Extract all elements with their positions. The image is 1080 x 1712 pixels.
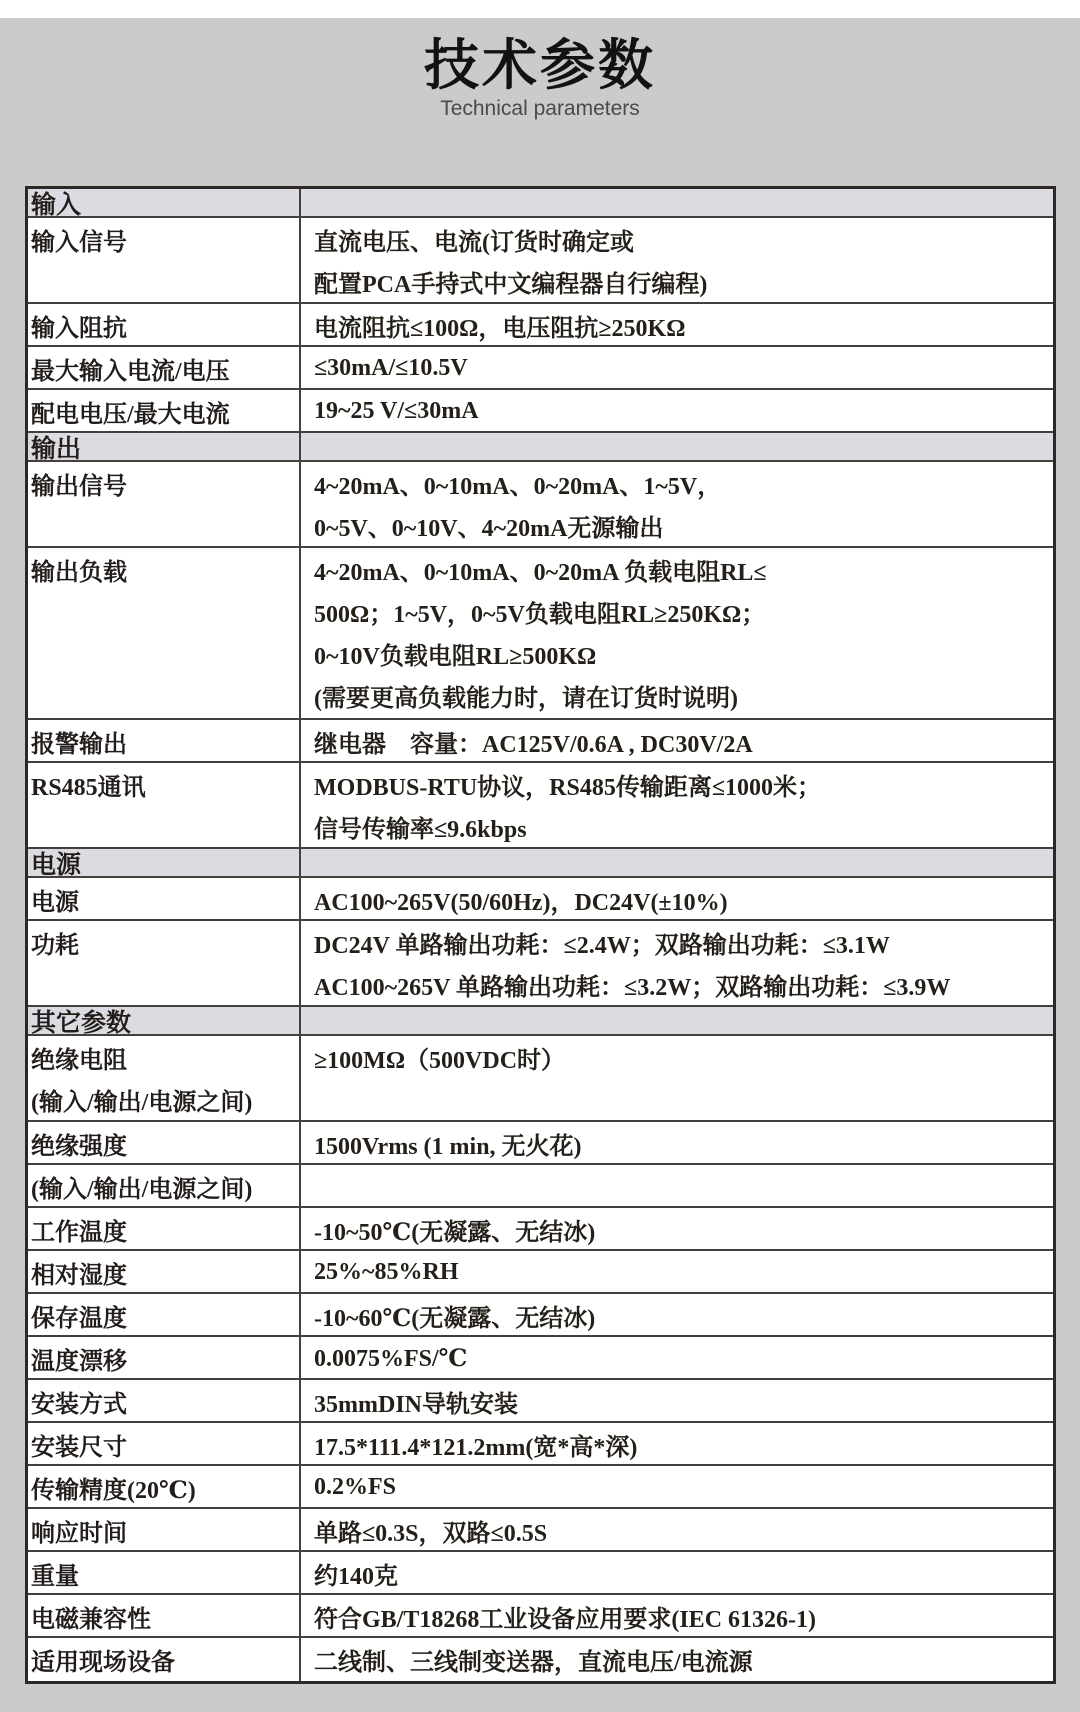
row-label [28, 720, 301, 761]
row-value [301, 1638, 1053, 1681]
value-line: 约140克 [314, 1563, 398, 1590]
table-row [28, 1380, 1053, 1423]
table-row [28, 304, 1053, 347]
table-row [28, 1509, 1053, 1552]
table-row [28, 1165, 1053, 1208]
table-row [28, 763, 1053, 849]
row-value [301, 921, 1053, 1005]
row-value [301, 1165, 1053, 1206]
row-label [28, 1423, 301, 1464]
table-section-row [28, 189, 1053, 218]
row-label [28, 1294, 301, 1335]
row-value [301, 1122, 1053, 1163]
row-label [28, 1036, 301, 1120]
value-line: 25%~85%RH [314, 1258, 459, 1285]
label-line: 电磁兼容性 [31, 1606, 151, 1633]
label-line: 工作温度 [31, 1219, 127, 1246]
value-line: 电流阻抗≤100Ω，电压阻抗≥250KΩ [314, 315, 686, 342]
section-label: 电源 [28, 849, 301, 876]
value-line: 继电器 容量：AC125V/0.6A , DC30V/2A [314, 731, 753, 758]
row-label [28, 1122, 301, 1163]
value-line: -10~60℃(无凝露、无结冰) [314, 1305, 596, 1332]
row-value [301, 390, 1053, 431]
label-line: 温度漂移 [31, 1348, 127, 1375]
row-label [28, 462, 301, 546]
table-row [28, 548, 1053, 720]
row-value [301, 1208, 1053, 1249]
table-row [28, 1595, 1053, 1638]
label-line: 绝缘强度 [31, 1133, 127, 1160]
value-line: 500Ω；1~5V，0~5V负载电阻RL≥250KΩ； [314, 601, 766, 628]
table-section-row [28, 1007, 1053, 1036]
table-row [28, 921, 1053, 1007]
row-value [301, 720, 1053, 761]
section-label: 输出 [28, 433, 301, 460]
table-row [28, 462, 1053, 548]
value-line: 1500Vrms (1 min, 无火花) [314, 1133, 582, 1160]
value-line: 35mmDIN导轨安装 [314, 1391, 518, 1418]
label-line: 配电电压/最大电流 [31, 401, 230, 428]
row-label [28, 304, 301, 345]
row-label [28, 1509, 301, 1550]
value-line: 符合GB/T18268工业设备应用要求(IEC 61326-1) [314, 1606, 817, 1633]
value-line: 19~25 V/≤30mA [314, 397, 479, 424]
table-row [28, 1122, 1053, 1165]
row-label [28, 1165, 301, 1206]
spec-table [25, 186, 1056, 1684]
label-line: 输出负载 [31, 559, 127, 586]
value-line: 单路≤0.3S，双路≤0.5S [314, 1520, 548, 1547]
row-value [301, 218, 1053, 302]
row-value [301, 763, 1053, 847]
value-line: ≥100MΩ（500VDC时） [314, 1047, 566, 1074]
label-line: (输入/输出/电源之间) [31, 1176, 253, 1203]
row-value [301, 1552, 1053, 1593]
label-line: 输出信号 [31, 473, 127, 500]
row-label [28, 1380, 301, 1421]
table-row [28, 347, 1053, 390]
row-value [301, 1380, 1053, 1421]
label-line: 相对湿度 [31, 1262, 127, 1289]
row-value [301, 548, 1053, 718]
table-row [28, 878, 1053, 921]
row-value [301, 878, 1053, 919]
value-line: 4~20mA、0~10mA、0~20mA 负载电阻RL≤ [314, 559, 767, 586]
value-line: 信号传输率≤9.6kbps [314, 816, 527, 843]
section-label: 其它参数 [28, 1007, 301, 1034]
row-value [301, 1466, 1053, 1507]
row-label [28, 1337, 301, 1378]
row-value [301, 1595, 1053, 1636]
row-label [28, 1638, 301, 1681]
section-spacer [301, 189, 1053, 216]
label-line: 适用现场设备 [31, 1649, 175, 1676]
label-line: 保存温度 [31, 1305, 127, 1332]
row-label [28, 1595, 301, 1636]
row-value [301, 462, 1053, 546]
row-value [301, 1509, 1053, 1550]
table-row [28, 1423, 1053, 1466]
table-row [28, 1036, 1053, 1122]
label-line: 输入信号 [31, 229, 127, 256]
row-value [301, 1423, 1053, 1464]
value-line: AC100~265V(50/60Hz)，DC24V(±10%) [314, 889, 728, 916]
row-value [301, 1251, 1053, 1292]
label-line: 响应时间 [31, 1520, 127, 1547]
value-line: ≤30mA/≤10.5V [314, 354, 468, 381]
section-spacer [301, 433, 1053, 460]
value-line: 17.5*111.4*121.2mm(宽*高*深) [314, 1434, 638, 1461]
value-line: 二线制、三线制变送器，直流电压/电流源 [314, 1649, 753, 1676]
value-line: 0.2%FS [314, 1473, 397, 1500]
label-line: 电源 [31, 889, 79, 916]
row-label [28, 1466, 301, 1507]
table-row [28, 1251, 1053, 1294]
page-header [0, 34, 1080, 121]
table-row [28, 1552, 1053, 1595]
value-line: 0~10V负载电阻RL≥500KΩ [314, 643, 597, 670]
value-line: DC24V 单路输出功耗：≤2.4W；双路输出功耗：≤3.1W [314, 932, 890, 959]
section-label: 输入 [28, 189, 301, 216]
table-section-row [28, 849, 1053, 878]
table-section-row [28, 433, 1053, 462]
value-line: 4~20mA、0~10mA、0~20mA、1~5V， [314, 473, 722, 500]
value-line: -10~50℃(无凝露、无结冰) [314, 1219, 596, 1246]
row-label [28, 1552, 301, 1593]
row-label [28, 1208, 301, 1249]
value-line: AC100~265V 单路输出功耗：≤3.2W；双路输出功耗：≤3.9W [314, 974, 951, 1001]
table-row [28, 1466, 1053, 1509]
value-line: 直流电压、电流(订货时确定或 [314, 229, 634, 256]
value-line: MODBUS-RTU协议，RS485传输距离≤1000米； [314, 774, 822, 801]
row-value [301, 1294, 1053, 1335]
table-row [28, 1208, 1053, 1251]
row-label [28, 763, 301, 847]
table-row [28, 1294, 1053, 1337]
value-line: 0.0075%FS/℃ [314, 1346, 468, 1372]
label-line: 安装尺寸 [31, 1434, 127, 1461]
value-line: (需要更高负载能力时，请在订货时说明) [314, 685, 738, 712]
table-row [28, 720, 1053, 763]
row-value [301, 347, 1053, 388]
value-line: 配置PCA手持式中文编程器自行编程) [314, 271, 708, 298]
row-value [301, 1337, 1053, 1378]
label-line: (输入/输出/电源之间) [31, 1089, 253, 1116]
label-line: 绝缘电阻 [31, 1047, 127, 1074]
label-line: RS485通讯 [31, 774, 146, 801]
label-line: 安装方式 [31, 1391, 127, 1418]
page-subtitle: Technical parameters [440, 97, 640, 120]
row-value [301, 1036, 1053, 1120]
table-row [28, 1337, 1053, 1380]
label-line: 输入阻抗 [31, 315, 127, 342]
value-line: 0~5V、0~10V、4~20mA无源输出 [314, 515, 664, 542]
table-row [28, 390, 1053, 433]
label-line: 传输精度(20℃) [31, 1477, 196, 1504]
label-line: 最大输入电流/电压 [31, 358, 230, 385]
section-spacer [301, 1007, 1053, 1034]
row-label [28, 1251, 301, 1292]
label-line: 重量 [31, 1563, 79, 1590]
table-row [28, 1638, 1053, 1681]
row-label [28, 548, 301, 718]
label-line: 功耗 [31, 932, 79, 959]
row-label [28, 390, 301, 431]
table-row [28, 218, 1053, 304]
row-label [28, 218, 301, 302]
section-spacer [301, 849, 1053, 876]
row-label [28, 347, 301, 388]
label-line: 报警输出 [31, 731, 127, 758]
row-value [301, 304, 1053, 345]
page-title: 技术参数 [423, 34, 656, 96]
row-label [28, 878, 301, 919]
row-label [28, 921, 301, 1005]
